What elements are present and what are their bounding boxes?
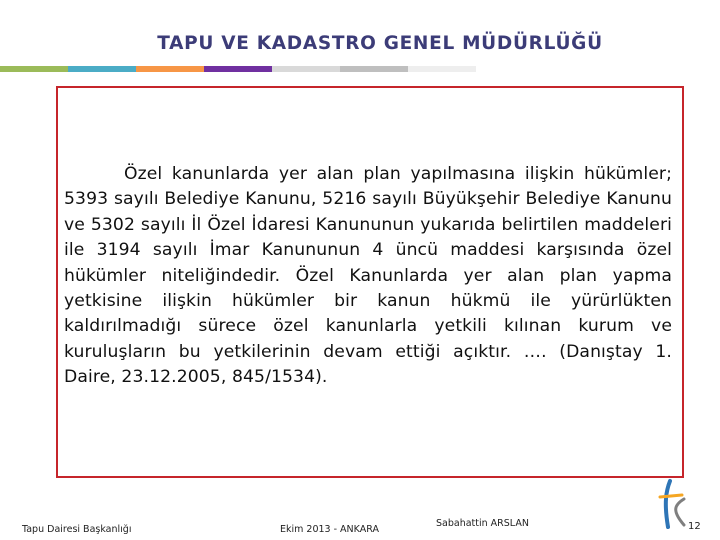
stripe-segment	[204, 66, 272, 72]
page-title: TAPU VE KADASTRO GENEL MÜDÜRLÜĞÜ	[157, 33, 603, 54]
footer-department: Tapu Dairesi Başkanlığı	[22, 524, 132, 535]
body-text: Özel kanunlarda yer alan plan yapılmasına ilişkin hükümler; 5393 sayılı Belediye Kanunu, 5216 sayılı Büyükşehir Belediye Kanunu ve 5302 sayılı İl Özel İdaresi Kanununun yukarıda belirtilen maddeleri ile 3194 sayılı İmar Kanununun 4 üncü maddesi karşısında özel hükümler niteliğindedir. Özel Kanunlarda yer alan plan yapma yetkisine ilişkin hükümler bir kanun hükmü ile yürürlükten kaldırılmadığı sürece özel kanunlarla yetkili kılınan kurum ve kuruluşların bu yetkilerinin devam ettiği açıktır. …. (Danıştay 1. Daire, 23.12.2005, 845/1534).	[64, 164, 672, 388]
footer-date-location: Ekim 2013 - ANKARA	[280, 524, 379, 535]
body-paragraph	[64, 162, 672, 391]
stripe-segment	[0, 66, 68, 72]
tkgm-logo-icon	[656, 477, 688, 533]
logo-blue-stroke	[666, 481, 670, 527]
stripe-segment	[68, 66, 136, 72]
logo-orange-stroke	[660, 495, 682, 497]
stripe-segment	[476, 66, 720, 72]
header-color-stripe	[0, 66, 720, 72]
stripe-segment	[340, 66, 408, 72]
stripe-segment	[272, 66, 340, 72]
logo-gray-stroke	[676, 499, 684, 525]
page-number: 12	[688, 521, 701, 532]
stripe-segment	[136, 66, 204, 72]
stripe-segment	[408, 66, 476, 72]
footer-author: Sabahattin ARSLAN	[436, 518, 529, 529]
